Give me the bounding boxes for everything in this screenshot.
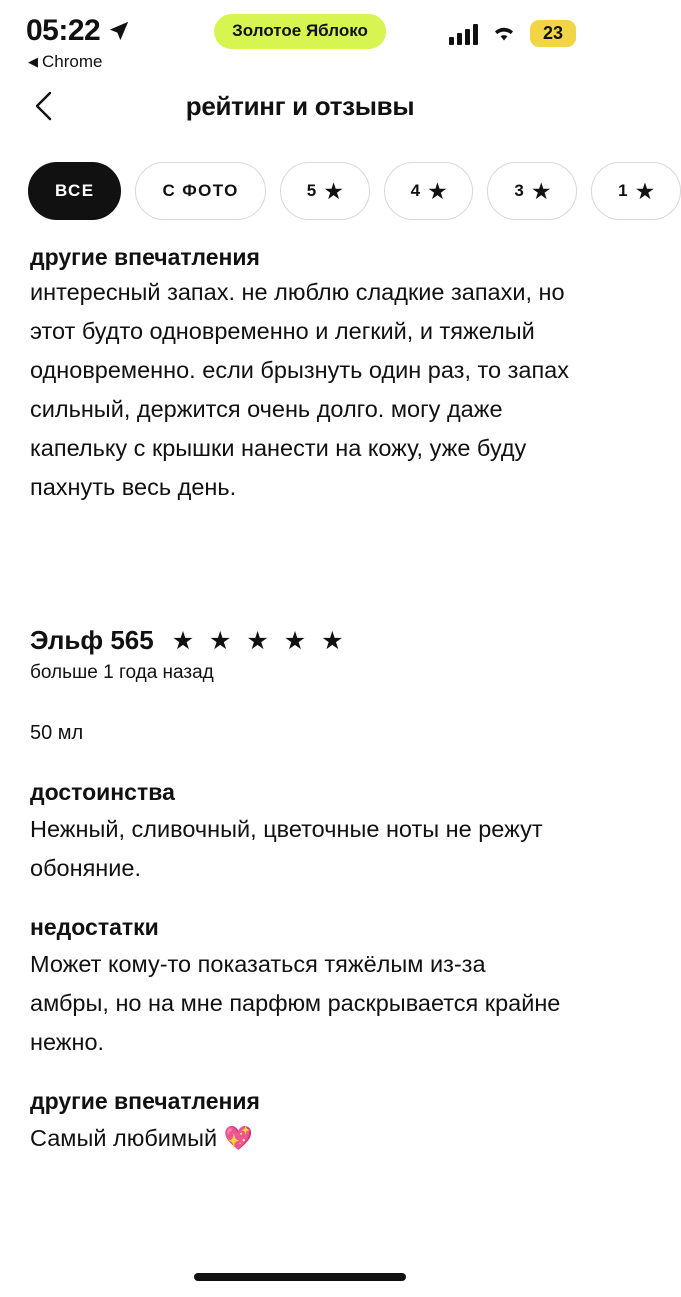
page-header bbox=[0, 72, 600, 140]
review-header bbox=[30, 625, 570, 656]
review-other-label: другие впечатления bbox=[30, 244, 260, 270]
home-indicator[interactable] bbox=[194, 1273, 406, 1281]
page-title: рейтинг и отзывы bbox=[185, 90, 415, 121]
cellular-signal-icon bbox=[449, 23, 478, 45]
dynamic-island-pill[interactable]: Золотое Яблоко bbox=[214, 14, 386, 49]
filter-chip-3-stars[interactable] bbox=[487, 162, 577, 220]
star-icon: ★ bbox=[324, 180, 343, 203]
filter-chip-label: 3 bbox=[514, 181, 526, 200]
star-icon: ★ bbox=[428, 180, 447, 203]
status-time: 05:22 bbox=[26, 14, 101, 47]
star-icon: ★ bbox=[532, 180, 551, 203]
review-author: Эльф 565 bbox=[30, 625, 154, 655]
review-other-text: интересный запах. не люблю сладкие запахи, но этот будто одновременно и легкий, и тяжелый одновременно. если брызнуть один раз, то запах сильный, держится очень долго. могу даже капельку с крышки нанести на кожу, уже буду пахнуть весь день. bbox=[30, 279, 569, 500]
back-triangle-icon: ◀ bbox=[28, 54, 38, 69]
back-app-label: Chrome bbox=[42, 52, 103, 71]
review-other-label: другие впечатления bbox=[30, 1088, 260, 1114]
back-button[interactable] bbox=[24, 86, 64, 126]
review-product-variant: 50 мл bbox=[30, 722, 84, 744]
filter-chip-label: 1 bbox=[618, 181, 630, 200]
filter-chip-all[interactable] bbox=[28, 162, 121, 220]
review-cons-label: недостатки bbox=[30, 914, 159, 940]
filter-chip-label: ВСЕ bbox=[55, 181, 95, 200]
status-time-group bbox=[26, 14, 130, 48]
wifi-icon bbox=[490, 23, 518, 45]
filter-chips[interactable] bbox=[0, 140, 654, 244]
status-bar-right bbox=[449, 20, 576, 47]
review-divider bbox=[30, 507, 570, 625]
review-pros-label: достоинства bbox=[30, 779, 175, 805]
status-bar bbox=[0, 0, 600, 72]
battery-indicator: 23 bbox=[530, 20, 576, 47]
review-cons bbox=[30, 914, 570, 1062]
reviews-list bbox=[0, 244, 600, 1158]
status-bar-left bbox=[26, 14, 130, 72]
review-item bbox=[30, 244, 570, 507]
star-icon: ★ bbox=[636, 180, 654, 203]
chevron-left-icon bbox=[33, 91, 55, 121]
review-date: больше 1 года назад bbox=[30, 662, 214, 683]
rating-stars: ★ ★ ★ ★ ★ bbox=[171, 626, 348, 655]
filter-chip-label: С ФОТО bbox=[162, 181, 239, 200]
back-to-app-link[interactable] bbox=[28, 52, 102, 72]
filter-chip-with-photo[interactable] bbox=[135, 162, 265, 220]
location-arrow-icon bbox=[108, 20, 130, 42]
review-pros-text: Нежный, сливочный, цветочные ноты не режут обоняние. bbox=[30, 816, 543, 881]
review-other-text: Самый любимый 💖 bbox=[30, 1125, 253, 1151]
review-other bbox=[30, 1088, 570, 1158]
filter-chip-5-stars[interactable] bbox=[280, 162, 370, 220]
review-pros bbox=[30, 779, 570, 888]
filter-chip-label: 5 bbox=[306, 181, 318, 200]
review-item bbox=[30, 625, 570, 1158]
review-cons-text: Может кому-то показаться тяжёлым из-за амбры, но на мне парфюм раскрывается крайне нежно. bbox=[30, 951, 561, 1055]
filter-chip-4-stars[interactable] bbox=[384, 162, 474, 220]
filter-chip-label: 4 bbox=[410, 181, 422, 200]
filter-chip-1-star[interactable] bbox=[591, 162, 681, 220]
